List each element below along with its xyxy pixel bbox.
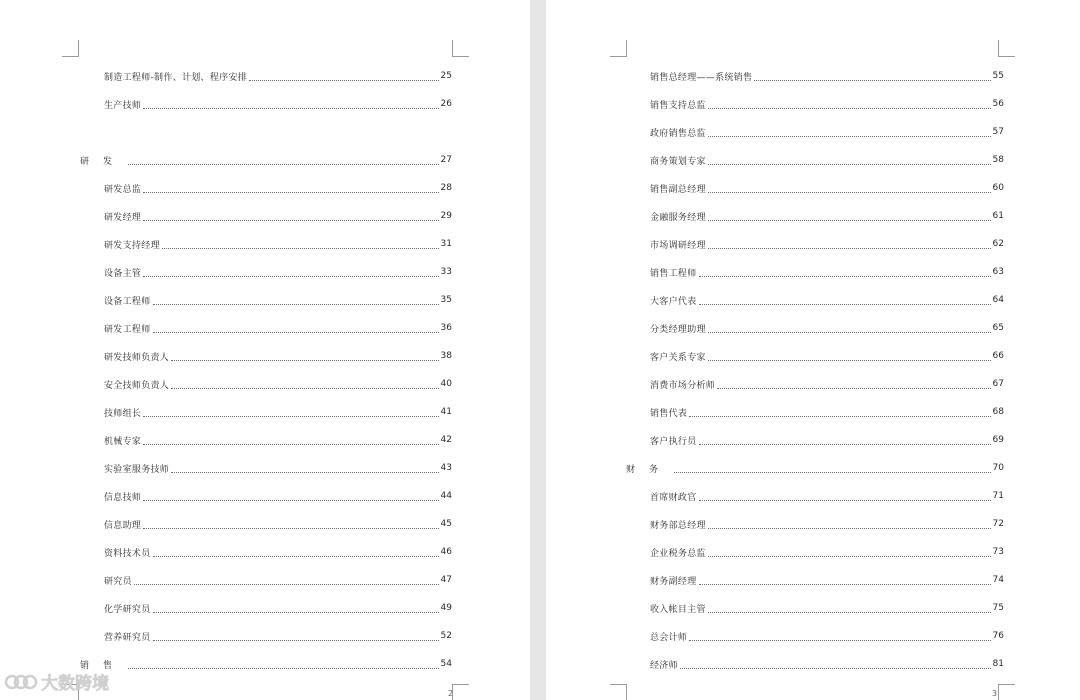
toc-entry-page-number: 43 <box>440 463 452 473</box>
toc-entry-title: 销售支持总监 <box>650 100 706 111</box>
toc-entry[interactable] <box>80 594 452 622</box>
toc-entry-title: 金融服务经理 <box>650 212 706 223</box>
toc-entry-title: 销售代表 <box>650 408 688 419</box>
dot-leader <box>708 108 991 109</box>
toc-entry[interactable] <box>626 482 1004 510</box>
toc-entry-title: 首席财政官 <box>650 492 697 503</box>
toc-entry[interactable] <box>626 314 1004 342</box>
toc-entry[interactable] <box>80 202 452 230</box>
toc-entry-title: 商务策划专家 <box>650 156 706 167</box>
toc-entry-page-number: 33 <box>440 267 452 277</box>
toc-entry[interactable] <box>80 62 452 90</box>
toc-entry[interactable] <box>626 538 1004 566</box>
toc-entry-page-number: 73 <box>992 547 1004 557</box>
toc-entry[interactable] <box>80 538 452 566</box>
toc-entry-title: 客户关系专家 <box>650 352 706 363</box>
dot-leader <box>708 164 991 165</box>
dot-leader <box>143 192 438 193</box>
toc-entry[interactable] <box>626 90 1004 118</box>
toc-entry[interactable] <box>626 230 1004 258</box>
toc-entry-page-number: 40 <box>440 379 452 389</box>
dot-leader <box>708 136 991 137</box>
crop-mark-bottom-left <box>610 684 627 700</box>
toc-entry-title: 客户执行员 <box>650 436 697 447</box>
toc-entry-title: 设备工程师 <box>104 296 151 307</box>
toc-entry[interactable] <box>80 454 452 482</box>
toc-entry[interactable] <box>626 202 1004 230</box>
dot-leader <box>128 668 439 669</box>
toc-entry-title: 销售工程师 <box>650 268 697 279</box>
crop-mark-top-right <box>452 40 469 57</box>
toc-entry-page-number: 25 <box>440 71 452 81</box>
dot-leader <box>708 332 991 333</box>
dot-leader <box>171 360 438 361</box>
toc-entry-title: 安全技师负责人 <box>104 380 170 391</box>
toc-entry[interactable] <box>626 510 1004 538</box>
toc-entry-page-number: 70 <box>992 463 1004 473</box>
toc-entry[interactable] <box>626 62 1004 90</box>
toc-entry[interactable] <box>626 118 1004 146</box>
toc-entry-title: 财务部总经理 <box>650 520 706 531</box>
dot-leader <box>153 556 439 557</box>
toc-entry[interactable] <box>626 426 1004 454</box>
toc-entry[interactable] <box>80 258 452 286</box>
page-number: 3 <box>992 689 998 698</box>
dot-leader <box>153 612 439 613</box>
dot-leader <box>708 248 991 249</box>
toc-entry[interactable] <box>80 426 452 454</box>
toc-entry-page-number: 45 <box>440 519 452 529</box>
toc-entry-title: 资料技术员 <box>104 548 151 559</box>
toc-section-heading[interactable] <box>80 146 452 174</box>
toc-entry-page-number: 36 <box>440 323 452 333</box>
table-of-contents-right <box>626 62 1004 678</box>
toc-entry-page-number: 81 <box>992 659 1004 669</box>
dot-leader <box>699 444 991 445</box>
page-number: 2 <box>448 689 454 698</box>
toc-entry-title: 收入帐目主管 <box>650 604 706 615</box>
toc-entry[interactable] <box>626 258 1004 286</box>
toc-entry-page-number: 57 <box>992 127 1004 137</box>
dot-leader <box>699 304 991 305</box>
toc-entry-title: 机械专家 <box>104 436 142 447</box>
dot-leader <box>699 276 991 277</box>
document-page-right <box>546 0 1080 700</box>
toc-entry-title: 制造工程师-制作、计划、程序安排 <box>104 72 248 83</box>
crop-mark-bottom-right <box>452 684 469 700</box>
dot-leader <box>134 584 439 585</box>
toc-entry-page-number: 67 <box>992 379 1004 389</box>
toc-entry-title: 分类经理助理 <box>650 324 706 335</box>
toc-entry-page-number: 27 <box>440 155 452 165</box>
toc-entry[interactable] <box>626 622 1004 650</box>
toc-entry-title: 研发总监 <box>104 184 142 195</box>
watermark <box>4 669 109 694</box>
toc-entry[interactable] <box>626 174 1004 202</box>
toc-entry[interactable] <box>626 650 1004 678</box>
toc-section-heading[interactable] <box>80 650 452 678</box>
dot-leader <box>171 472 438 473</box>
document-page-left <box>0 0 530 700</box>
toc-entry[interactable] <box>626 342 1004 370</box>
toc-entry-title: 大客户代表 <box>650 296 697 307</box>
dot-leader <box>699 500 991 501</box>
toc-entry-page-number: 58 <box>992 155 1004 165</box>
toc-entry-page-number: 69 <box>992 435 1004 445</box>
dot-leader <box>143 444 438 445</box>
dot-leader <box>754 80 990 81</box>
toc-entry-page-number: 74 <box>992 575 1004 585</box>
toc-entry-page-number: 41 <box>440 407 452 417</box>
dot-leader <box>699 584 991 585</box>
brand-logo-icon <box>4 671 38 693</box>
toc-entry-page-number: 49 <box>440 603 452 613</box>
dot-leader <box>143 528 438 529</box>
toc-entry-title: 技师组长 <box>104 408 142 419</box>
toc-entry-page-number: 47 <box>440 575 452 585</box>
toc-entry-page-number: 65 <box>992 323 1004 333</box>
crop-mark-top-right <box>998 40 1015 57</box>
toc-entry-title: 研发支持经理 <box>104 240 160 251</box>
toc-entry-page-number: 64 <box>992 295 1004 305</box>
toc-entry-title: 经济师 <box>650 660 678 671</box>
toc-entry-page-number: 60 <box>992 183 1004 193</box>
toc-entry-page-number: 29 <box>440 211 452 221</box>
toc-entry-title: 生产技师 <box>104 100 142 111</box>
dot-leader <box>249 80 438 81</box>
toc-entry-page-number: 31 <box>440 239 452 249</box>
toc-entry-page-number: 52 <box>440 631 452 641</box>
toc-entry-title: 实验室服务技师 <box>104 464 170 475</box>
table-of-contents-left <box>80 62 452 678</box>
toc-entry-page-number: 46 <box>440 547 452 557</box>
crop-mark-top-left <box>62 40 79 57</box>
toc-entry-title: 信息助理 <box>104 520 142 531</box>
toc-entry-title: 信息技师 <box>104 492 142 503</box>
dot-leader <box>708 360 991 361</box>
dot-leader <box>680 668 991 669</box>
dot-leader <box>708 612 991 613</box>
toc-entry-title: 研发 <box>80 156 127 167</box>
dot-leader <box>689 416 990 417</box>
toc-entry-title: 市场调研经理 <box>650 240 706 251</box>
toc-entry-title: 总会计师 <box>650 632 688 643</box>
toc-entry-title: 化学研究员 <box>104 604 151 615</box>
dot-leader <box>153 304 439 305</box>
toc-entry-page-number: 61 <box>992 211 1004 221</box>
toc-entry-page-number: 75 <box>992 603 1004 613</box>
dot-leader <box>153 332 439 333</box>
toc-entry-title: 企业税务总监 <box>650 548 706 559</box>
toc-entry[interactable] <box>626 398 1004 426</box>
toc-entry-page-number: 76 <box>992 631 1004 641</box>
toc-entry-page-number: 63 <box>992 267 1004 277</box>
dot-leader <box>143 416 438 417</box>
toc-entry[interactable] <box>80 622 452 650</box>
toc-entry-title: 研发技师负责人 <box>104 352 170 363</box>
toc-entry[interactable] <box>626 370 1004 398</box>
toc-entry[interactable] <box>80 510 452 538</box>
toc-entry-page-number: 42 <box>440 435 452 445</box>
toc-entry-title: 营养研究员 <box>104 632 151 643</box>
dot-leader <box>143 220 438 221</box>
toc-entry[interactable] <box>626 566 1004 594</box>
dot-leader <box>143 108 438 109</box>
toc-entry[interactable] <box>80 482 452 510</box>
dot-leader <box>708 556 991 557</box>
watermark-text: 大数跨境 <box>41 674 109 694</box>
toc-entry[interactable] <box>80 90 452 118</box>
toc-entry-page-number: 38 <box>440 351 452 361</box>
dot-leader <box>689 640 990 641</box>
toc-entry[interactable] <box>80 314 452 342</box>
toc-entry-page-number: 26 <box>440 99 452 109</box>
dot-leader <box>708 220 991 221</box>
toc-entry[interactable] <box>80 566 452 594</box>
toc-entry-page-number: 35 <box>440 295 452 305</box>
toc-spacer <box>80 118 452 146</box>
toc-entry[interactable] <box>80 398 452 426</box>
toc-entry-title: 销售 <box>80 660 127 671</box>
toc-entry[interactable] <box>626 146 1004 174</box>
toc-entry-page-number: 62 <box>992 239 1004 249</box>
dot-leader <box>128 164 439 165</box>
toc-entry-page-number: 56 <box>992 99 1004 109</box>
toc-entry-title: 政府销售总监 <box>650 128 706 139</box>
toc-entry[interactable] <box>80 174 452 202</box>
toc-entry-title: 研究员 <box>104 576 132 587</box>
dot-leader <box>171 388 438 389</box>
toc-entry[interactable] <box>80 286 452 314</box>
crop-mark-top-left <box>610 40 627 57</box>
toc-entry-title: 研发工程师 <box>104 324 151 335</box>
toc-entry-page-number: 54 <box>440 659 452 669</box>
toc-entry-page-number: 72 <box>992 519 1004 529</box>
crop-mark-bottom-right <box>998 684 1015 700</box>
toc-entry-page-number: 66 <box>992 351 1004 361</box>
toc-entry-page-number: 44 <box>440 491 452 501</box>
toc-entry[interactable] <box>80 370 452 398</box>
toc-entry[interactable] <box>626 286 1004 314</box>
toc-entry-page-number: 55 <box>992 71 1004 81</box>
toc-section-heading[interactable] <box>626 454 1004 482</box>
toc-entry-title: 设备主管 <box>104 268 142 279</box>
toc-entry-page-number: 71 <box>992 491 1004 501</box>
dot-leader <box>143 276 438 277</box>
dot-leader <box>143 500 438 501</box>
dot-leader <box>674 472 991 473</box>
dot-leader <box>717 388 990 389</box>
toc-entry[interactable] <box>80 230 452 258</box>
dot-leader <box>162 248 439 249</box>
toc-entry-page-number: 68 <box>992 407 1004 417</box>
toc-entry-title: 财务副经理 <box>650 576 697 587</box>
toc-entry-title: 财务 <box>626 464 673 475</box>
toc-entry-title: 研发经理 <box>104 212 142 223</box>
dot-leader <box>708 192 991 193</box>
toc-entry[interactable] <box>80 342 452 370</box>
toc-entry-title: 销售副总经理 <box>650 184 706 195</box>
toc-entry-page-number: 28 <box>440 183 452 193</box>
toc-entry[interactable] <box>626 594 1004 622</box>
toc-entry-title: 消费市场分析师 <box>650 380 716 391</box>
toc-entry-title: 销售总经理——系统销售 <box>650 72 753 83</box>
dot-leader <box>708 528 991 529</box>
dot-leader <box>153 640 439 641</box>
